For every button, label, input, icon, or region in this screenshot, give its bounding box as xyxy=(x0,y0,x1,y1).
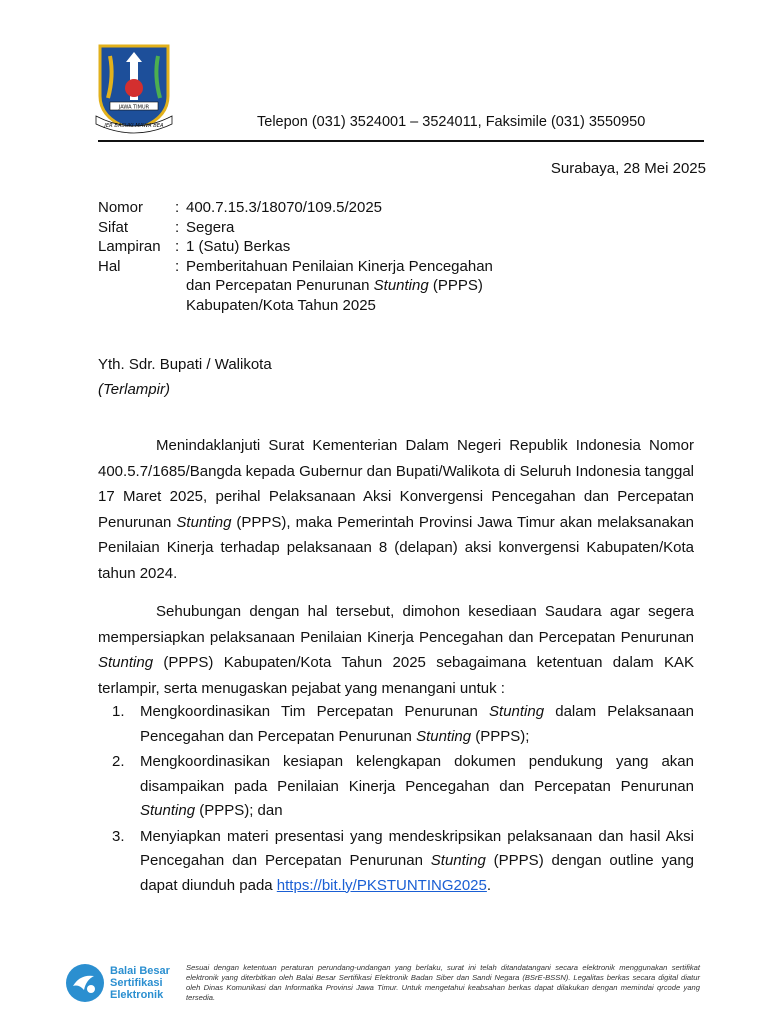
meta-nomor-value: 400.7.15.3/18070/109.5/2025 xyxy=(186,199,383,216)
meta-nomor xyxy=(98,198,536,218)
paragraph-1-b: Stunting xyxy=(176,513,232,531)
list-item-number: 2. xyxy=(112,753,125,770)
letter-meta xyxy=(98,198,536,315)
meta-colon: : xyxy=(175,218,180,236)
list-item xyxy=(98,825,694,899)
bsre-name xyxy=(110,965,180,1001)
addressee xyxy=(98,352,272,402)
list-item-text-a: Menyiapkan materi presentasi yang mendeskripsikan pelaksanaan dan hasil Aksi Pencegahan dan Percepatan Penurunan xyxy=(140,827,694,869)
list-item xyxy=(98,750,694,824)
outline-download-link[interactable]: https://bit.ly/PKSTUNTING2025 xyxy=(276,876,487,894)
meta-nomor-label: Nomor xyxy=(98,199,144,216)
meta-lampiran-value: 1 (Satu) Berkas xyxy=(186,238,291,255)
list-item-text-c: (PPPS); dan xyxy=(195,802,283,819)
letterhead-contact: Telepon (031) 3524001 – 3524011, Faksimile (031) 3550950 xyxy=(257,114,646,130)
paragraph-1 xyxy=(98,433,694,586)
list-item-text-b: Stunting xyxy=(430,852,486,869)
paragraph-2 xyxy=(98,599,694,701)
list-item-text-b: Stunting xyxy=(489,703,545,720)
list-item-text-b: Stunting xyxy=(140,802,196,819)
east-java-emblem xyxy=(92,40,176,134)
letterhead-divider xyxy=(98,140,704,142)
meta-hal-line1: Pemberitahuan Penilaian Kinerja Pencegahan xyxy=(186,257,493,275)
bsre-name-line3: Elektronik xyxy=(110,989,164,1001)
meta-hal-line2b: Stunting xyxy=(373,277,429,294)
addressee-line2: (Terlampir) xyxy=(98,381,170,398)
meta-colon: : xyxy=(175,257,180,275)
paragraph-2-a: Sehubungan dengan hal tersebut, dimohon kesediaan Saudara agar segera mempersiapkan pelaksanaan Penilaian Kinerja Pencegahan dan Percepatan Penurunan xyxy=(98,603,694,646)
meta-lampiran-label: Lampiran xyxy=(98,238,161,255)
list-item-text-c: dalam Pelaksanaan Pencegahan dan Percepatan Penurunan xyxy=(140,703,694,745)
list-item-text xyxy=(140,700,694,749)
bsre-name-line2: Sertifikasi xyxy=(110,977,163,989)
emblem-caption: JAWA TIMUR xyxy=(118,104,150,111)
paragraph-1-c: (PPPS), maka Pemerintah Provinsi Jawa Timur akan melaksanakan Penilaian Kinerja terhadap pelaksanaan 8 (delapan) aksi konvergensi Kabupaten/Kota tahun 2024. xyxy=(98,513,694,582)
list-item-number: 3. xyxy=(112,827,125,845)
paragraph-1-a: Menindaklanjuti Surat Kementerian Dalam Negeri Republik Indonesia Nomor 400.5.7/1685/Bangda kepada Gubernur dan Bupati/Walikota di Seluruh Indonesia tanggal 17 Maret 2025, perihal Pelaksanaan Aksi Konvergensi Pencegahan dan Percepatan Penurunan xyxy=(98,437,694,531)
letter-date: Surabaya, 28 Mei 2025 xyxy=(550,160,706,177)
esign-note: Sesuai dengan ketentuan peraturan perundang-undangan yang berlaku, surat ini telah ditandatangani secara elektronik menggunakan sertifikat elektronik yang diterbitkan oleh Balai Besar Sertifikasi Elektronik Badan Siber dan Sandi Negara (BSrE-BSSN). Legalitas berkas secara digital diatur oleh Dinas Komunikasi dan Informatika Provinsi Jawa Timur. Untuk mengetahui keabsahan berkas dapat dilakukan dengan memindai qrcode yang tersedia. xyxy=(186,963,700,1002)
bsre-logo-icon xyxy=(64,962,106,1004)
task-list xyxy=(98,700,694,899)
paragraph-2-b: Stunting xyxy=(98,654,154,671)
addressee-line1: Yth. Sdr. Bupati / Walikota xyxy=(98,356,272,373)
list-item-number: 1. xyxy=(112,703,125,720)
meta-hal-value xyxy=(186,257,536,316)
meta-sifat-label: Sifat xyxy=(98,218,129,236)
list-item-text-c: (PPPS) dengan outline yang dapat diunduh pada xyxy=(140,852,695,894)
meta-hal-line2a: dan Percepatan Penurunan xyxy=(186,277,374,294)
emblem-motto: JER BASUKI MAWA BEA xyxy=(104,123,164,129)
list-item-text-a: Mengkoordinasikan Tim Percepatan Penurunan xyxy=(140,703,490,720)
list-item-text xyxy=(140,825,694,899)
meta-sifat-value: Segera xyxy=(186,218,235,236)
meta-colon: : xyxy=(175,199,180,216)
meta-hal-line3: Kabupaten/Kota Tahun 2025 xyxy=(186,296,376,314)
list-item-text-a: Mengkoordinasikan kesiapan kelengkapan dokumen pendukung yang akan disampaikan pada Penilaian Kinerja Pencegahan dan Percepatan Penurunan xyxy=(140,753,694,795)
meta-hal-label: Hal xyxy=(98,257,121,275)
meta-sifat xyxy=(98,218,536,238)
list-item-text-end: . xyxy=(486,876,492,894)
list-item-text-e: (PPPS); xyxy=(471,727,530,745)
meta-hal xyxy=(98,257,536,316)
paragraph-2-c: (PPPS) Kabupaten/Kota Tahun 2025 sebagaimana ketentuan dalam KAK terlampir, serta menugaskan pejabat yang menangani untuk : xyxy=(98,654,694,697)
meta-hal-line2c: (PPPS) xyxy=(428,277,483,294)
list-item-text xyxy=(140,750,694,824)
bsre-name-line1: Balai Besar xyxy=(110,965,170,977)
esign-footer xyxy=(64,962,700,1004)
list-item xyxy=(98,700,694,749)
meta-colon: : xyxy=(175,238,180,255)
list-item-text-d: Stunting xyxy=(416,727,472,745)
meta-lampiran xyxy=(98,237,536,257)
